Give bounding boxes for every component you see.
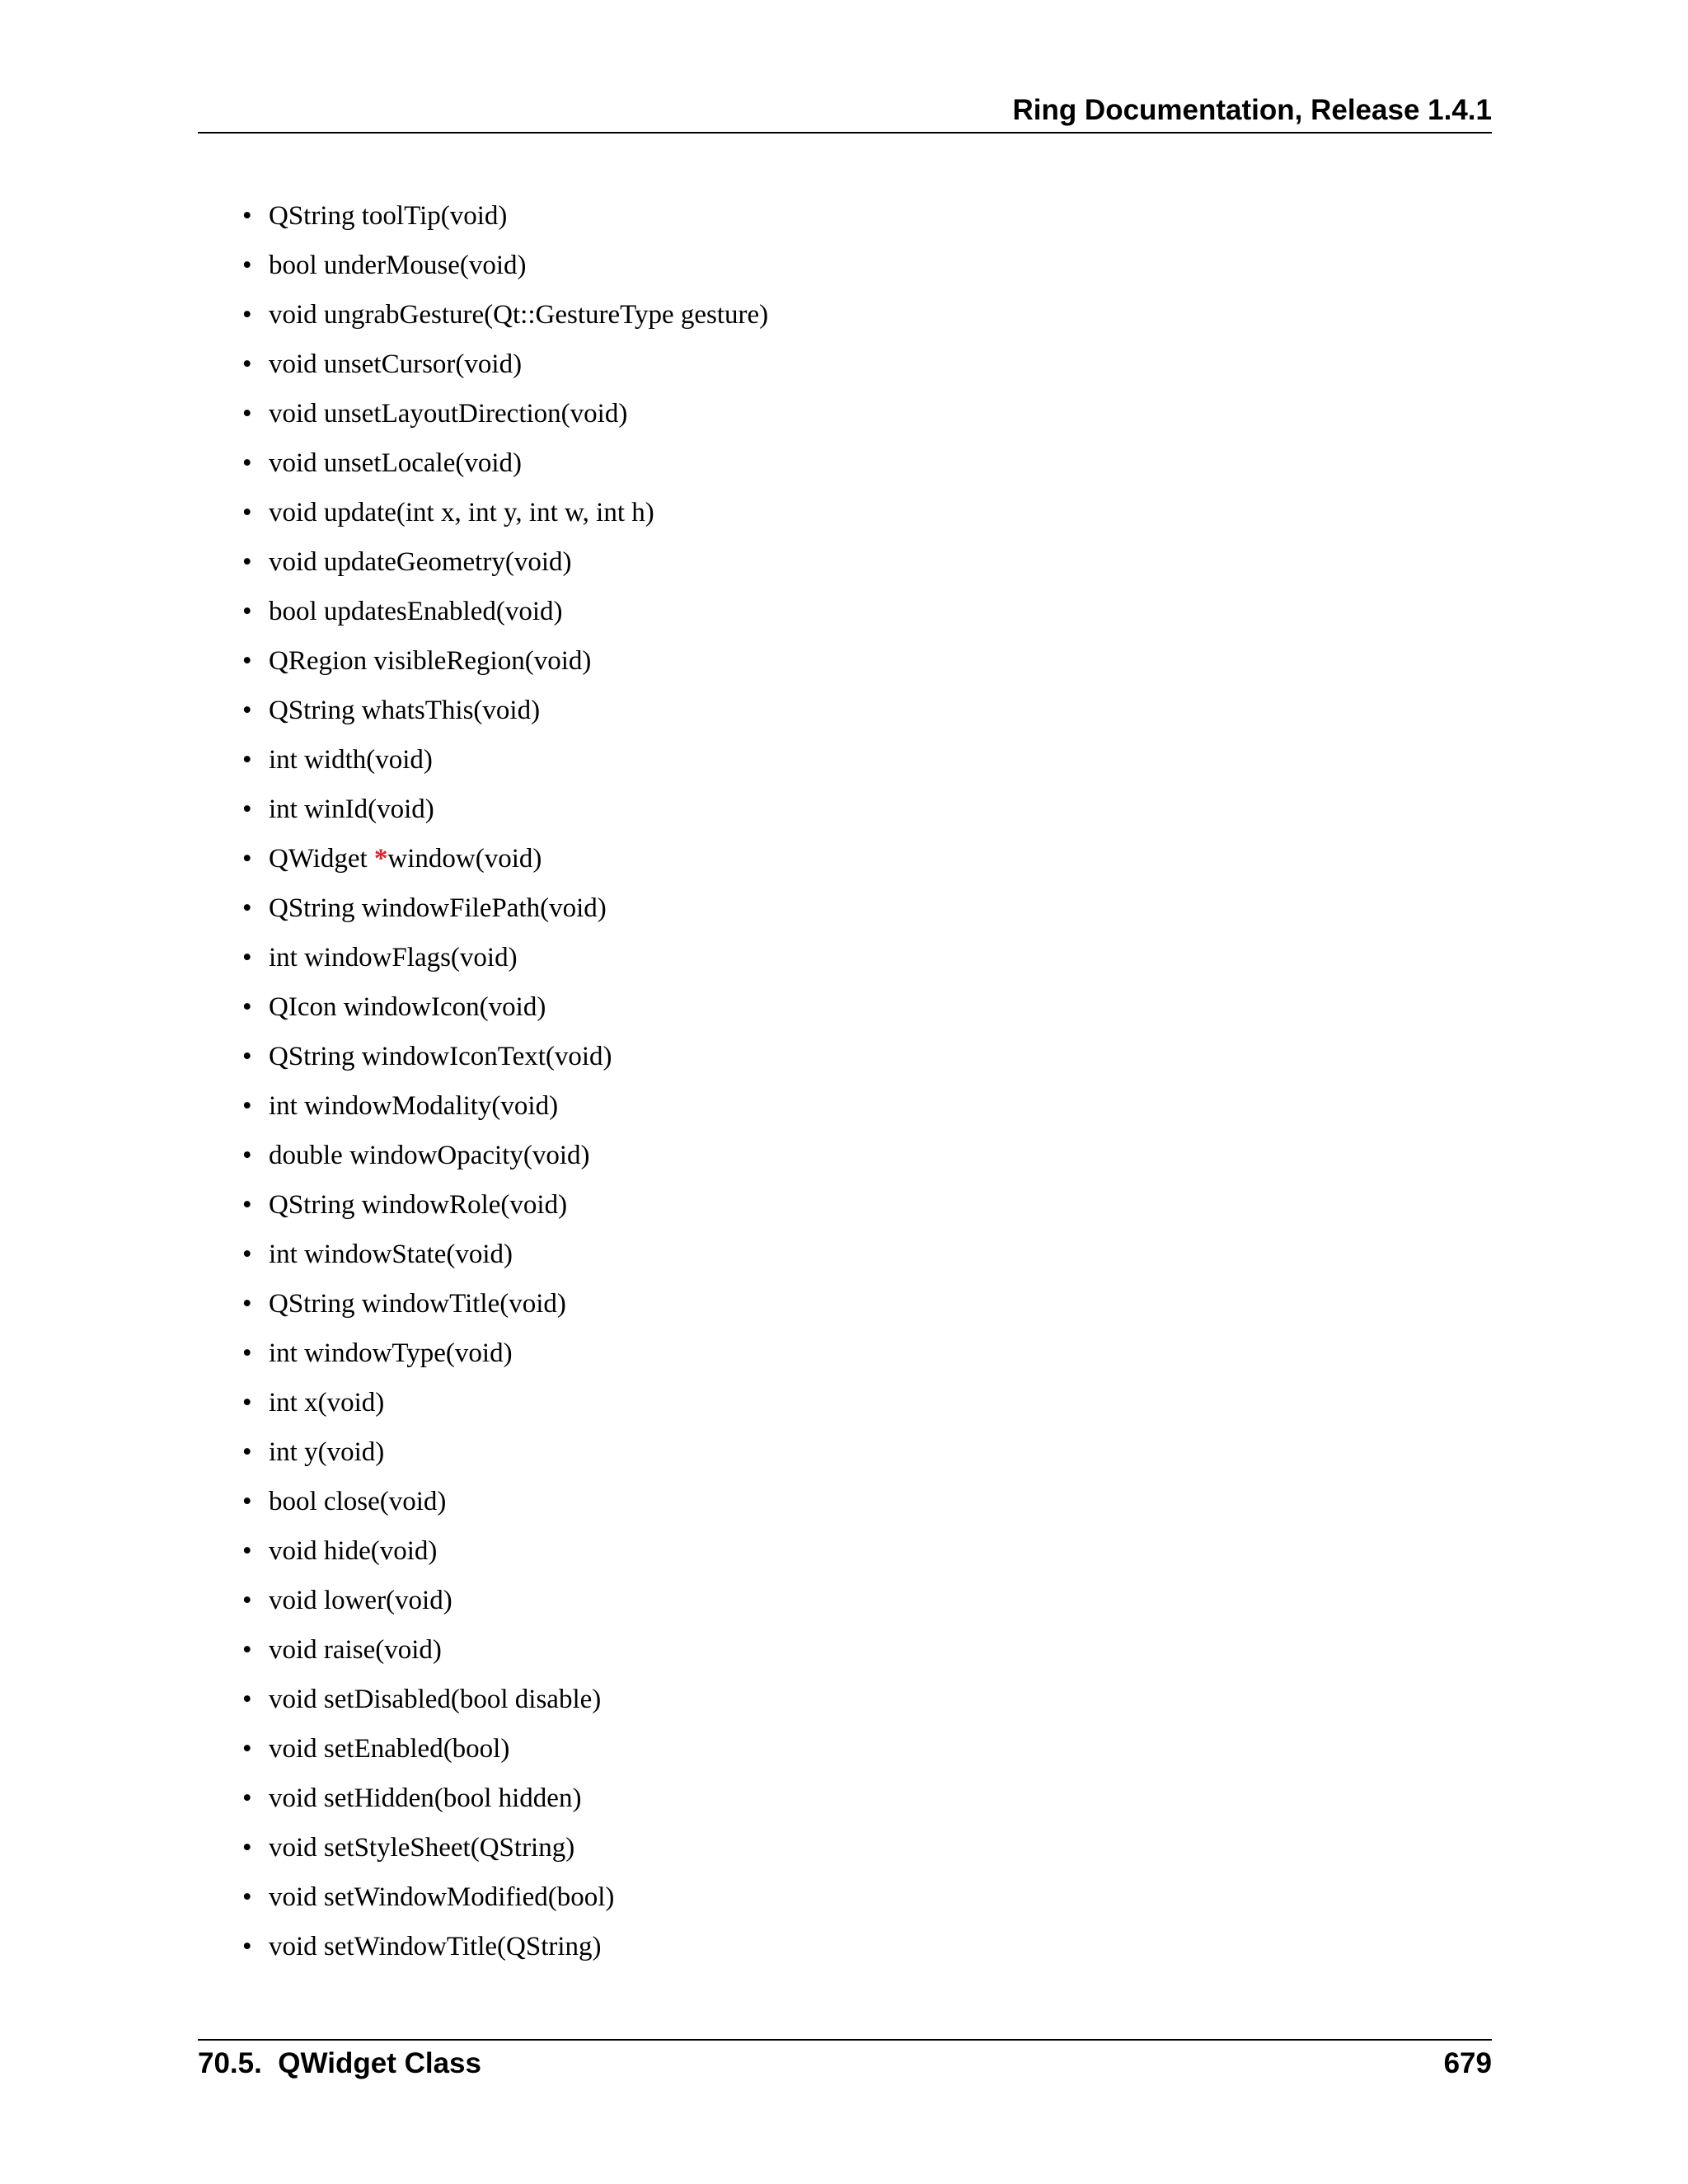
bullet-icon: • [242,696,252,725]
bullet-icon: • [242,1635,252,1665]
method-signature: QString windowFilePath(void) [269,893,607,923]
bullet-icon: • [242,448,252,478]
bullet-icon: • [242,893,252,923]
list-item [0,982,1688,1032]
bullet-icon: • [242,943,252,972]
list-item [0,834,1688,883]
bullet-icon: • [242,1783,252,1813]
list-item [0,686,1688,735]
method-signature: QString windowTitle(void) [269,1289,566,1319]
list-item [0,1081,1688,1131]
bullet-icon: • [242,1536,252,1566]
bullet-icon: • [242,1932,252,1961]
page-footer [198,2039,1492,2087]
method-signature: void unsetCursor(void) [269,349,523,379]
bullet-icon: • [242,1091,252,1121]
list-item [0,537,1688,587]
method-signature: void setWindowModified(bool) [269,1882,615,1912]
bullet-icon: • [242,646,252,676]
list-item [0,1675,1688,1724]
bullet-icon: • [242,1882,252,1912]
bullet-icon: • [242,597,252,626]
list-item [0,636,1688,686]
bullet-icon: • [242,399,252,429]
bullet-icon: • [242,1190,252,1220]
method-signature: bool close(void) [269,1487,447,1516]
list-item [0,735,1688,785]
bullet-icon: • [242,498,252,527]
list-item [0,1279,1688,1329]
method-signature: void setEnabled(bool) [269,1734,510,1764]
page-number: 679 [1443,2047,1492,2079]
bullet-icon: • [242,1141,252,1170]
method-signature: QRegion visibleRegion(void) [269,646,592,676]
method-signature: int windowModality(void) [269,1091,559,1121]
bullet-icon: • [242,745,252,775]
list-item [0,1329,1688,1378]
list-item [0,1526,1688,1576]
list-item [0,785,1688,834]
bullet-icon: • [242,1685,252,1714]
bullet-icon: • [242,992,252,1022]
method-signature: int windowFlags(void) [269,943,518,972]
list-item [0,389,1688,438]
bullet-icon: • [242,1338,252,1368]
method-signature: void setStyleSheet(QString) [269,1833,575,1863]
list-item [0,1774,1688,1823]
method-signature: int y(void) [269,1437,385,1467]
bullet-icon: • [242,1833,252,1863]
method-signature: int windowType(void) [269,1338,513,1368]
list-item [0,340,1688,389]
bullet-icon: • [242,1388,252,1418]
method-signature: void unsetLocale(void) [269,448,522,478]
bullet-icon: • [242,1586,252,1615]
method-signature: void raise(void) [269,1635,442,1665]
method-signature: void hide(void) [269,1536,438,1566]
bullet-icon: • [242,349,252,379]
list-item [0,883,1688,933]
list-item [0,587,1688,636]
list-item [0,1180,1688,1230]
bullet-icon: • [242,547,252,577]
method-signature: void unsetLayoutDirection(void) [269,399,628,429]
bullet-icon: • [242,1487,252,1516]
list-item [0,241,1688,290]
method-signature: void ungrabGesture(Qt::GestureType gesture) [269,300,769,330]
bullet-icon: • [242,1437,252,1467]
bullet-icon: • [242,844,252,874]
method-signature: void update(int x, int y, int w, int h) [269,498,654,527]
list-item [0,1230,1688,1279]
list-item [0,488,1688,537]
bullet-icon: • [242,1734,252,1764]
method-signature: void updateGeometry(void) [269,547,572,577]
document-title: Ring Documentation, Release 1.4.1 [1012,94,1492,126]
method-list [0,191,1688,1971]
method-signature: bool underMouse(void) [269,251,527,280]
list-item [0,1131,1688,1180]
list-item [0,290,1688,340]
list-item [0,1378,1688,1427]
list-item [0,1477,1688,1526]
bullet-icon: • [242,251,252,280]
method-signature: int x(void) [269,1388,385,1418]
method-signature: void setWindowTitle(QString) [269,1932,602,1961]
method-signature: int winId(void) [269,794,434,824]
method-signature: QString whatsThis(void) [269,696,541,725]
list-item [0,1625,1688,1675]
list-item [0,1922,1688,1971]
method-signature: QIcon windowIcon(void) [269,992,546,1022]
list-item [0,191,1688,241]
method-signature: int width(void) [269,745,433,775]
method-signature: bool updatesEnabled(void) [269,597,563,626]
method-signature: void lower(void) [269,1586,452,1615]
list-item [0,1032,1688,1081]
method-signature: double windowOpacity(void) [269,1141,590,1170]
method-signature: QString windowRole(void) [269,1190,568,1220]
bullet-icon: • [242,1289,252,1319]
bullet-icon: • [242,300,252,330]
list-item [0,1576,1688,1625]
list-item [0,1872,1688,1922]
method-signature: void setHidden(bool hidden) [269,1783,582,1813]
bullet-icon: • [242,794,252,824]
bullet-icon: • [242,1240,252,1269]
method-signature: QWidget *window(void) [269,844,542,874]
method-signature: QString windowIconText(void) [269,1042,612,1071]
list-item [0,933,1688,982]
method-signature: int windowState(void) [269,1240,513,1269]
list-item [0,1823,1688,1872]
list-item [0,1724,1688,1774]
bullet-icon: • [242,1042,252,1071]
bullet-icon: • [242,201,252,231]
list-item [0,1427,1688,1477]
method-signature: void setDisabled(bool disable) [269,1685,602,1714]
page-header [198,89,1492,134]
method-signature: QString toolTip(void) [269,201,508,231]
list-item [0,438,1688,488]
footer-section-title: 70.5. QWidget Class [198,2047,481,2079]
